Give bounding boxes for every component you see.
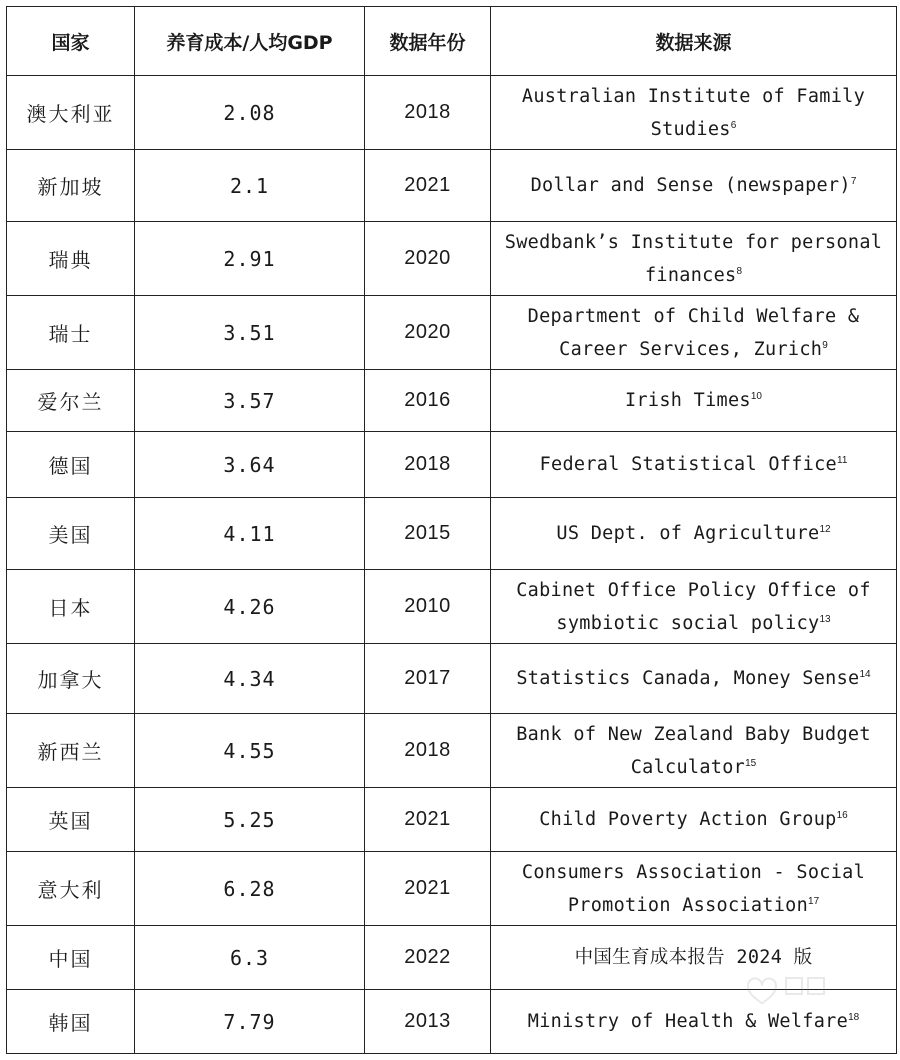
country-cell: 中国 xyxy=(7,926,135,990)
footnote-marker: 17 xyxy=(808,895,820,907)
table-row xyxy=(7,498,897,570)
table-row xyxy=(7,852,897,926)
footnote-marker: 8 xyxy=(736,265,743,277)
source-text: Child Poverty Action Group xyxy=(539,809,837,830)
country-cell: 德国 xyxy=(7,432,135,498)
year-cell: 2018 xyxy=(365,432,491,498)
footnote-marker: 7 xyxy=(850,175,857,187)
country-cell: 美国 xyxy=(7,498,135,570)
ratio-cell: 5.25 xyxy=(135,788,365,852)
source-cell xyxy=(491,150,897,222)
footnote-marker: 12 xyxy=(819,523,831,535)
year-cell: 2021 xyxy=(365,852,491,926)
country-cell: 澳大利亚 xyxy=(7,76,135,150)
year-cell: 2020 xyxy=(365,222,491,296)
ratio-cell: 2.91 xyxy=(135,222,365,296)
table-row xyxy=(7,76,897,150)
year-cell: 2018 xyxy=(365,76,491,150)
year-cell: 2021 xyxy=(365,788,491,852)
source-cell xyxy=(491,644,897,714)
country-cell: 新西兰 xyxy=(7,714,135,788)
source-cell xyxy=(491,370,897,432)
year-cell: 2010 xyxy=(365,570,491,644)
source-text: Swedbank’s Institute for personal finances xyxy=(504,231,883,286)
table-row xyxy=(7,296,897,370)
table-row xyxy=(7,432,897,498)
ratio-cell: 4.34 xyxy=(135,644,365,714)
source-text: Ministry of Health & Welfare xyxy=(527,1011,849,1032)
footnote-marker: 13 xyxy=(819,613,831,625)
source-cell xyxy=(491,76,897,150)
country-cell: 爱尔兰 xyxy=(7,370,135,432)
source-cell xyxy=(491,570,897,644)
table-header xyxy=(7,7,897,76)
year-cell: 2021 xyxy=(365,150,491,222)
source-cell xyxy=(491,432,897,498)
source-text: Federal Statistical Office xyxy=(539,454,837,475)
ratio-cell: 2.1 xyxy=(135,150,365,222)
ratio-cell: 7.79 xyxy=(135,990,365,1054)
source-text: 中国生育成本报告 2024 版 xyxy=(574,947,813,968)
header-source: 数据来源 xyxy=(491,7,897,76)
table-body xyxy=(7,76,897,1054)
country-cell: 日本 xyxy=(7,570,135,644)
ratio-cell: 4.11 xyxy=(135,498,365,570)
year-cell: 2017 xyxy=(365,644,491,714)
watermark-logo-icon xyxy=(736,966,836,1006)
year-cell: 2016 xyxy=(365,370,491,432)
year-cell: 2013 xyxy=(365,990,491,1054)
source-text: Cabinet Office Policy Office of symbiotic social policy xyxy=(516,579,871,634)
document-page xyxy=(6,6,896,1056)
footnote-marker: 10 xyxy=(750,390,762,402)
footnote-marker: 9 xyxy=(822,339,828,351)
country-cell: 韩国 xyxy=(7,990,135,1054)
source-cell xyxy=(491,788,897,852)
source-text: Consumers Association - Social Promotion Association xyxy=(521,861,866,916)
year-cell: 2015 xyxy=(365,498,491,570)
ratio-cell: 3.64 xyxy=(135,432,365,498)
country-cell: 加拿大 xyxy=(7,644,135,714)
source-text: Statistics Canada, Money Sense xyxy=(516,668,860,689)
ratio-cell: 3.57 xyxy=(135,370,365,432)
footnote-marker: 11 xyxy=(837,454,848,466)
header-year: 数据年份 xyxy=(365,7,491,76)
country-cell: 瑞典 xyxy=(7,222,135,296)
header-row xyxy=(7,7,897,76)
year-cell: 2020 xyxy=(365,296,491,370)
source-text: US Dept. of Agriculture xyxy=(556,523,820,544)
source-text: Bank of New Zealand Baby Budget Calculator xyxy=(516,723,871,778)
table-row xyxy=(7,788,897,852)
country-cell: 英国 xyxy=(7,788,135,852)
footnote-marker: 6 xyxy=(730,119,737,131)
source-cell xyxy=(491,852,897,926)
source-text: Dollar and Sense (newspaper) xyxy=(530,175,851,196)
table-row xyxy=(7,714,897,788)
table-row xyxy=(7,570,897,644)
ratio-cell: 6.3 xyxy=(135,926,365,990)
ratio-cell: 2.08 xyxy=(135,76,365,150)
ratio-cell: 4.26 xyxy=(135,570,365,644)
source-cell xyxy=(491,222,897,296)
footnote-marker: 15 xyxy=(745,757,757,769)
cost-ratio-table xyxy=(6,6,897,1054)
footnote-marker: 18 xyxy=(848,1011,860,1023)
source-cell xyxy=(491,498,897,570)
source-cell xyxy=(491,296,897,370)
header-country: 国家 xyxy=(7,7,135,76)
ratio-cell: 4.55 xyxy=(135,714,365,788)
source-cell xyxy=(491,714,897,788)
table-row xyxy=(7,370,897,432)
country-cell: 意大利 xyxy=(7,852,135,926)
source-text: Department of Child Welfare & Career Services, Zurich xyxy=(527,305,860,360)
table-row xyxy=(7,150,897,222)
source-text: Australian Institute of Family Studies xyxy=(521,85,866,140)
country-cell: 瑞士 xyxy=(7,296,135,370)
country-cell: 新加坡 xyxy=(7,150,135,222)
footnote-marker: 16 xyxy=(836,809,848,821)
year-cell: 2018 xyxy=(365,714,491,788)
ratio-cell: 6.28 xyxy=(135,852,365,926)
table-row xyxy=(7,222,897,296)
footnote-marker: 14 xyxy=(859,668,871,680)
header-ratio: 养育成本/人均GDP xyxy=(135,7,365,76)
ratio-cell: 3.51 xyxy=(135,296,365,370)
source-text: Irish Times xyxy=(625,390,751,411)
year-cell: 2022 xyxy=(365,926,491,990)
table-row xyxy=(7,644,897,714)
